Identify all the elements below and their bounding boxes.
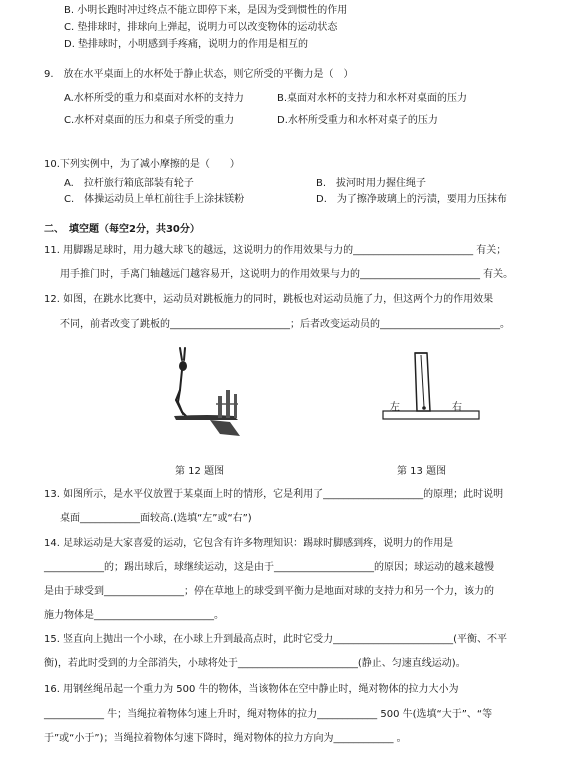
q9-option-b: B.桌面对水杯的支持力和水杯对桌面的压力 <box>277 93 468 104</box>
q13-line-2: 桌面____________面较高.(选填“左”或“右”) <box>60 513 252 524</box>
q11-line-1: 11. 用脚踢足球时，用力越大球飞的越远，这说明力的作用效果与力的________________________ 有关； <box>44 245 507 256</box>
q14-line-3: 是由于球受到________________；停在草地上的球受到平衡力是地面对球的支持力和另一个力，该力的 <box>44 586 494 597</box>
figure-13-level <box>375 345 485 435</box>
q14-line-1: 14. 足球运动是大家喜爱的运动，它包含有许多物理知识：踢球时脚感到疼，说明力的作用是 <box>44 538 454 549</box>
q16-line-2: ____________ 牛；当绳拉着物体匀速上升时，绳对物体的拉力____________ 500 牛(选填“大于”、“等 <box>44 709 493 720</box>
q12-line-1: 12. 如图，在跳水比赛中，运动员对跳板施力的同时，跳板也对运动员施了力，但这两个力的作用效果 <box>44 294 494 305</box>
figure-13-label-left: 左 <box>390 402 400 413</box>
q9-option-c: C.水杯对桌面的压力和桌子所受的重力 <box>64 115 235 126</box>
figure-12-diving-board <box>160 340 250 440</box>
figure-12-caption: 第 12 题图 <box>175 466 225 477</box>
q15-line-1: 15. 竖直向上抛出一个小球，在小球上升到最高点时，此时它受力________________________(平衡、不平 <box>44 634 507 645</box>
q16-line-1: 16. 用钢丝绳吊起一个重力为 500 牛的物体，当该物体在空中静止时，绳对物体的拉力大小为 <box>44 684 459 695</box>
q15-line-2: 衡)，若此时受到的力全部消失，小球将处于________________________(静止、匀速直线运动)。 <box>44 658 466 669</box>
q16-line-3: 于”或“小于”)；当绳拉着物体匀速下降时，绳对物体的拉力方向为____________ 。 <box>44 733 407 744</box>
q10-option-c: C. 体操运动员上单杠前往手上涂抹镁粉 <box>64 194 245 205</box>
q9-stem: 9. 放在水平桌面上的水杯处于静止状态，则它所受的平衡力是（ ） <box>44 69 354 80</box>
q8-option-c: C. 垫排球时，排球向上弹起，说明力可以改变物体的运动状态 <box>64 22 338 33</box>
section-heading: 二、 填空题（每空2分，共30分） <box>44 224 200 235</box>
q14-line-4: 施力物体是________________________。 <box>44 610 224 621</box>
q12-line-2: 不同，前者改变了跳板的________________________；后者改变运动员的________________________。 <box>60 319 510 330</box>
q9-option-d: D.水杯所受重力和水杯对桌子的压力 <box>277 115 438 126</box>
q11-line-2: 用手推门时，手离门轴越远门越容易开，这说明力的作用效果与力的________________________ 有关。 <box>60 269 514 280</box>
q8-option-d: D. 垫排球时，小明感到手疼痛，说明力的作用是相互的 <box>64 39 309 50</box>
q10-stem: 10.下列实例中，为了减小摩擦的是（ ） <box>44 159 240 170</box>
figure-13-label-right: 右 <box>452 402 462 413</box>
q8-option-b: B. 小明长跑时冲过终点不能立即停下来，是因为受到惯性的作用 <box>64 5 348 16</box>
q9-option-a: A.水杯所受的重力和桌面对水杯的支持力 <box>64 93 244 104</box>
q10-option-a: A. 拉杆旅行箱底部装有轮子 <box>64 178 194 189</box>
q10-option-b: B. 拔河时用力握住绳子 <box>316 178 427 189</box>
figure-13-caption: 第 13 题图 <box>397 466 447 477</box>
q14-line-2: ____________的；踢出球后，球继续运动，这是由于____________________的原因；球运动的越来越慢 <box>44 562 494 573</box>
q13-line-1: 13. 如图所示，是水平仪放置于某桌面上时的情形，它是利用了____________________的原理；此时说明 <box>44 489 504 500</box>
q10-option-d: D. 为了擦净玻璃上的污渍，要用力压抹布 <box>316 194 507 205</box>
